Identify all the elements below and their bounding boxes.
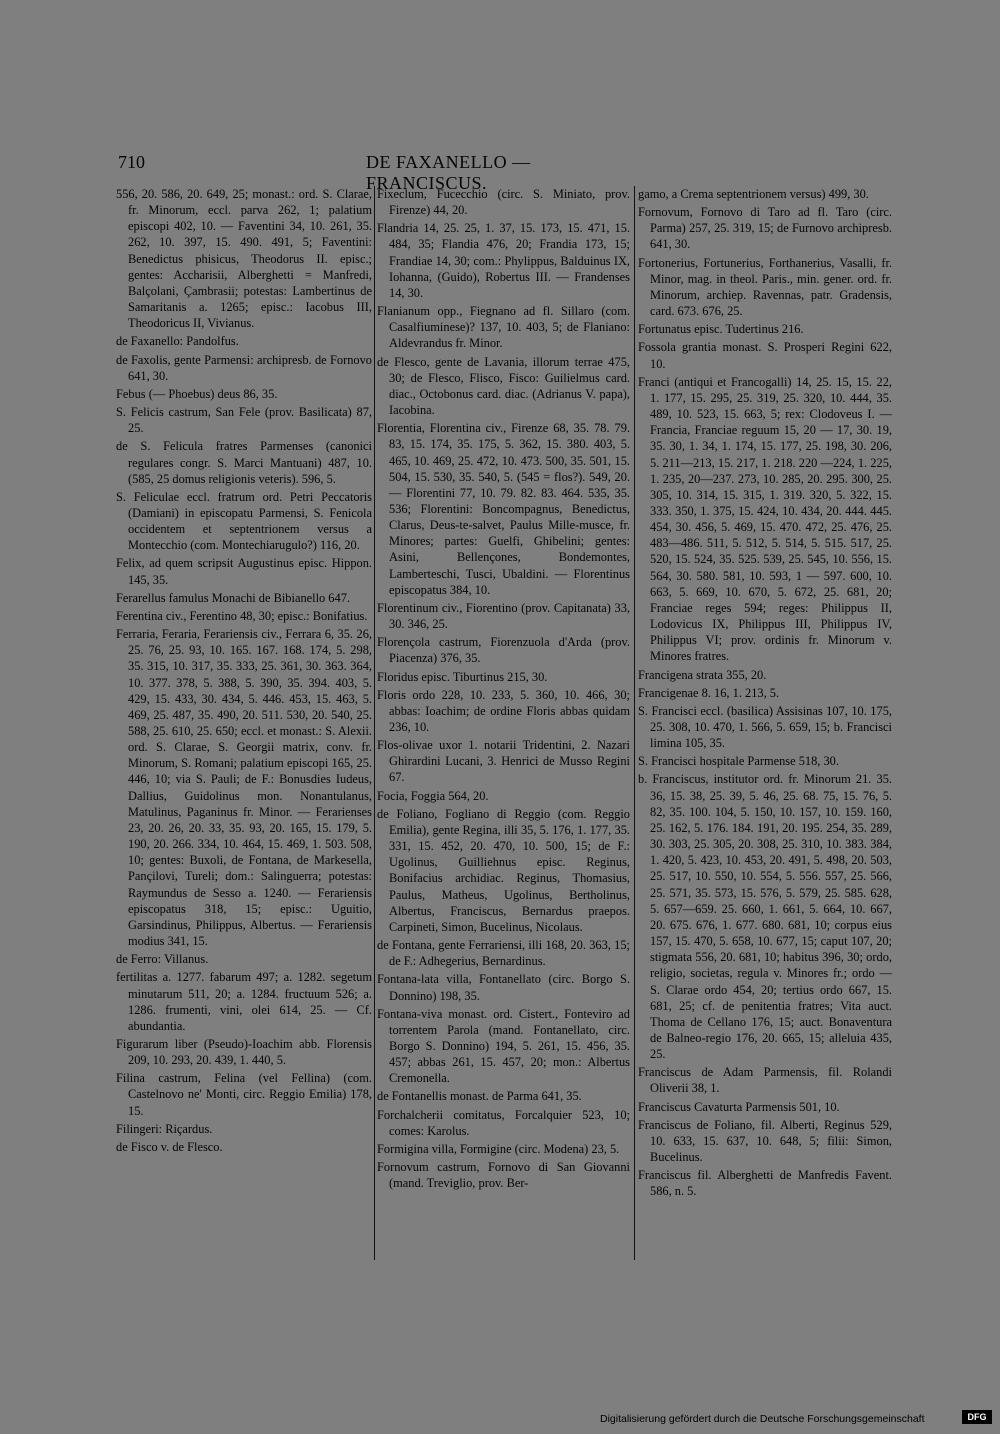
index-entry: Florentinum civ., Fiorentino (prov. Capitanata) 33, 30. 346, 25. <box>377 600 630 632</box>
index-entry: Franciscus de Foliano, fil. Alberti, Reginus 529, 10. 633, 15. 637, 10. 648, 5; filii: Simon, Bucelinus. <box>638 1117 892 1165</box>
index-entry: fertilitas a. 1277. fabarum 497; a. 1282. segetum minutarum 511, 20; a. 1284. fructuum 526; a. 1286. frumenti, vini, olei 614, 25. — Cf. abundantia. <box>116 970 372 1033</box>
index-entry: Fossola grantia monast. S. Prosperi Regini 622, 10. <box>638 340 892 371</box>
index-entry: Floridus episc. Tiburtinus 215, 30. <box>377 669 548 684</box>
page-header <box>118 152 642 193</box>
index-entry: de Foliano, Fogliano di Reggio (com. Reggio Emilia), gente Regina, illi 35, 5. 176, 1. 177, 35. 331, 15. 452, 20. 470, 10. 500, 15; de F.: Ugolinus, Guilliehnus episc. Reginus, Bonifacius archidiac. Reginus, Thomasius, Paulus, Matheus, Ugolinus, Bertholinus, Albertus, Franciscus, Bernardus praepos. Carpineti, Simon, Bucelinus, Nicolaus. <box>377 806 630 934</box>
column-rule <box>634 186 635 1260</box>
index-entry: Francigena strata 355, 20. <box>638 667 767 682</box>
index-entry: S. Francisci hospitale Parmense 518, 30. <box>638 754 839 769</box>
index-entry: Franciscus fil. Alberghetti de Manfredis Favent. 586, n. 5. <box>638 1168 892 1199</box>
index-entry: b. Franciscus, institutor ord. fr. Minorum 21. 35. 36, 15. 38, 25. 39, 5. 46, 25. 68. 75, 15. 76, 5. 82, 35. 100. 104, 5. 150, 10. 157, 10. 159. 160, 25. 162, 5. 176. 184. 191, 20. 195. 254, 35. 289, 30. 303, 25. 305, 20. 308, 25. 310, 10. 383. 384, 1. 420, 5. 423, 10. 453, 20. 491, 5. 498, 20. 503, 25. 517, 10. 550, 10. 554, 5. 556. 557, 25. 566, 25. 571, 35. 573, 15. 576, 5. 579, 25. 585. 628, 5. 657—659. 25. 660, 1. 661, 5. 664, 10. 667, 20. 675. 676, 1. 677. 680. 681, 10; corpus eius 157, 15. 470, 5. 658, 10. 677, 15; caput 107, 20; stigmata 556, 20. 681, 10; habitus 396, 30; ordo, religio, societas, regula v. Minores fr.; ordo — S. Clarae ordo 454, 20; tertius ordo 667, 15. 681, 25; cf. de penitentia fratres; Vita auct. Thoma de Cellano 176, 15; auct. Bonaventura de Balneo-regio 176, 20. 665, 15; alleluia 435, 25. <box>638 772 892 1062</box>
index-column-1 <box>116 186 372 1157</box>
index-entry: Franci (antiqui et Francogalli) 14, 25. 15, 15. 22, 1. 177, 15. 295, 25. 319, 25. 320, 10. 444, 35. 489, 10. 523, 15. 663, 5; rex: Clodoveus I. — Francia, Franciae reguum 15, 20 — 17, 30. 19, 35. 30, 1. 34, 1. 174, 15. 177, 25. 198, 30. 206, 5. 211—213, 15. 217, 1. 218. 220 —224, 1. 225, 1. 235, 20—237. 273, 10. 285, 20. 295. 300, 25. 305, 10. 314, 15. 315, 1. 319. 320, 5. 322, 15. 333. 350, 1. 375, 15. 424, 10. 434, 20. 444. 445. 454, 30. 456, 5. 469, 15. 470. 472, 25. 476, 25. 483—486. 511, 5. 512, 5. 514, 5. 515. 517, 25. 520, 15. 524, 35. 525. 539, 25. 545, 10. 556, 15. 564, 30. 580. 581, 10. 593, 1 — 597. 600, 10. 663, 5. 669, 10. 670, 5. 672, 25. 681, 20; Franciae reges 594; reges: Philippus II, Lodovicus IX, Philippus III, Philippus IV, Philippus VI; prov. ordinis fr. Minorum v. Minores fratres. <box>638 374 892 664</box>
index-entry: Fontana-viva monast. ord. Cistert., Fonteviro ad torrentem Parola (mand. Fontanellato, circ. Borgo S. Donnino) 194, 5. 261, 15. 456, 35. 457; abbas 261, 15. 457, 20; mon.: Albertus Cremonella. <box>377 1006 630 1086</box>
index-entry: S. Feliculae eccl. fratrum ord. Petri Peccatoris (Damiani) in episcopatu Parmensi, S. Fenicola occidentem et septentrionem versus a Montecchio (com. Montechiarugulo?) 116, 20. <box>116 489 372 553</box>
index-entry: Francigenae 8. 16, 1. 213, 5. <box>638 685 780 700</box>
index-entry: Fontana-lata villa, Fontanellato (circ. Borgo S. Donnino) 198, 35. <box>377 972 630 1003</box>
index-entry: Florençola castrum, Fiorenzuola d'Arda (prov. Piacenza) 376, 35. <box>377 635 630 666</box>
index-entry: de Fontana, gente Ferrariensi, illi 168, 20. 363, 15; de F.: Adhegerius, Bernardinus. <box>377 938 630 969</box>
index-entry: de Flesco, gente de Lavania, illorum terrae 475, 30; de Flesco, Flisco, Fisco: Guilielmus card. diac., Octobonus card. diac. (Adrianus V. papa), Iacobina. <box>377 354 630 418</box>
index-entry: de S. Felicula fratres Parmenses (canonici regulares congr. S. Marci Mantuani) 487, 10. (585, 25 domus religionis veteris). 596, 5. <box>116 439 372 486</box>
index-entry: Febus (— Phoebus) deus 86, 35. <box>116 386 278 401</box>
index-entry: Franciscus Cavaturta Parmensis 501, 10. <box>638 1099 840 1114</box>
page-number: 710 <box>118 152 145 172</box>
index-entry: de Faxolis, gente Parmensi: archipresb. de Fornovo 641, 30. <box>116 352 372 383</box>
index-entry: Franciscus de Adam Parmensis, fil. Rolandi Oliverii 38, 1. <box>638 1065 892 1096</box>
index-entry: Fortonerius, Fortunerius, Forthanerius, Vasalli, fr. Minor, mag. in theol. Paris., min. gener. ord. fr. Minorum, archiep. Ravennas, patr. Gradensis, card. 673. 676, 25. <box>638 255 892 319</box>
index-entry: Forchalcherii comitatus, Forcalquier 523, 10; comes: Karolus. <box>377 1107 630 1138</box>
index-entry: Flandria 14, 25. 25, 1. 37, 15. 173, 15. 471, 15. 484, 35; Flandia 476, 20; Frandia 173, 15; Frandiae 14, 30; com.: Phylippus, Balduinus IX, Iohanna, (Guido), Robertus III. — Frandenses 14, 30. <box>377 221 630 300</box>
dfg-logo: DFG <box>962 1410 992 1424</box>
index-entry: Ferraria, Feraria, Ferariensis civ., Ferrara 6, 35. 26, 25. 76, 25. 93, 10. 165. 167. 168. 174, 5. 298, 35. 315, 10. 317, 35. 333, 25. 361, 30. 363. 364, 10. 377. 378, 5. 388, 5. 390, 35. 394. 403, 5. 429, 15. 433, 30. 434, 5. 446. 453, 15. 463, 5. 469, 25. 487, 35. 490, 20. 511. 530, 20. 540, 25. 588, 25. 610, 25. 650; eccl. et monast.: S. Alexii. ord. S. Clarae, S. Georgii matrix, conv. fr. Minorum, S. Romani; palatium episcopi 165, 25. 446, 10; via S. Pauli; de F.: Bonusdies Iudeus, Dallius, Guidolinus mon. Nonantulanus, Matulinus, Paganinus fr. Minor. — Ferarienses 23, 20. 26, 20. 33, 35. 93, 20. 165, 15. 179, 5. 190, 20. 266. 334, 10. 464, 15. 469, 1. 503. 508, 10; gentes: Buxoli, de Fontana, de Markesella, Pançilovi, Tureli; dom.: Salinguerra; potestas: Raymundus de Sesso a. 1240. — Ferariensis episcopatus 318, 15; episc.: Uguitio, Garsindinus, Philippus, Albertus. — Ferariensis modius 341, 15. <box>116 627 372 949</box>
index-entry: Florentia, Florentina civ., Firenze 68, 35. 78. 79. 83, 15. 174, 35. 175, 5. 362, 15. 380. 403, 5. 465, 10. 469, 25. 472, 10. 473. 500, 35. 501, 15. 504, 15. 530, 35. 540, 5. (545 = flos?). 549, 20. — Florentini 77, 10. 79. 82. 83. 464. 535, 35. 536; Florentini: Boncompagnus, Benedictus, Clarus, Deus-te-salvet, Paulus Mille-musce, fr. Minores; partes: Guelfi, Ghibelini; gentes: Asini, Bellençones, Bondemontes, Lamberteschi, Tusci, Ubaldini. — Florentinus episcopatus 384, 10. <box>377 421 630 597</box>
index-entry: 556, 20. 586, 20. 649, 25; monast.: ord. S. Clarae, fr. Minorum, eccl. parva 262, 1; palatium episcopi 402, 10. — Faventini 34, 10. 261, 35. 262, 10. 397, 15. 490. 491, 5; Faventini: Benedictus phisicus, Theodorus II. episc.; gentes: Accharisii, Alberghetti = Manfredi, Balçolani, Çambrasii; potestas: Lambertinus de Samaritanis a. 1265; episc.: Iacobus III, Theodoricus II, Vivianus. <box>116 187 372 331</box>
index-entry: Fortunatus episc. Tudertinus 216. <box>638 322 804 337</box>
index-entry: Flanianum opp., Fiegnano ad fl. Sillaro (com. Casalfiuminese)? 137, 10. 403, 5; de Flaniano: Aldevrandus fr. Minor. <box>377 304 630 351</box>
index-entry: de Fisco v. de Flesco. <box>116 1139 223 1154</box>
index-entry: Fixeclum, Fucecchio (circ. S. Miniato, prov. Firenze) 44, 20. <box>377 187 630 218</box>
funding-note: Digitalisierung gefördert durch die Deutsche Forschungsgemeinschaft <box>600 1413 925 1425</box>
index-entry: Felix, ad quem scripsit Augustinus episc. Hippon. 145, 35. <box>116 556 372 587</box>
column-rule <box>374 186 375 1260</box>
index-entry: S. Francisci eccl. (basilica) Assisinas 107, 10. 175, 25. 308, 10. 470, 1. 566, 5. 659, 15; b. Francisci limina 105, 35. <box>638 703 892 751</box>
index-entry: Flos-olivae uxor 1. notarii Tridentini, 2. Nazari Ghirardini Lucani, 3. Henrici de Musso Regini 67. <box>377 738 630 785</box>
index-entry: Focia, Foggia 564, 20. <box>377 788 489 803</box>
index-entry: Fornovum, Fornovo di Taro ad fl. Taro (circ. Parma) 257, 25. 319, 15; de Furnovo archipresb. 641, 30. <box>638 205 892 252</box>
index-entry: S. Felicis castrum, San Fele (prov. Basilicata) 87, 25. <box>116 405 372 436</box>
index-entry: Filingeri: Riçardus. <box>116 1121 213 1136</box>
index-column-3 <box>638 186 892 1202</box>
index-entry: Ferentina civ., Ferentino 48, 30; episc.: Bonifatius. <box>116 608 368 623</box>
index-entry: Filina castrum, Felina (vel Fellina) (com. Castelnovo ne' Monti, circ. Reggio Emilia) 178, 15. <box>116 1071 372 1118</box>
index-entry: Figurarum liber (Pseudo)-Ioachim abb. Florensis 209, 10. 293, 20. 439, 1. 440, 5. <box>116 1036 372 1068</box>
index-entry: de Faxanello: Pandolfus. <box>116 334 239 349</box>
index-entry: Fornovum castrum, Fornovo di San Giovanni (mand. Treviglio, prov. Ber- <box>377 1160 630 1191</box>
index-column-2 <box>377 186 630 1193</box>
index-entry: Formigina villa, Formigine (circ. Modena) 23, 5. <box>377 1141 620 1156</box>
index-entry: de Ferro: Villanus. <box>116 952 209 967</box>
index-entry: gamo, a Crema septentrionem versus) 499, 30. <box>638 187 869 201</box>
running-title: DE FAXANELLO — FRANCISCUS. <box>366 152 531 193</box>
index-entry: de Fontanellis monast. de Parma 641, 35. <box>377 1089 582 1104</box>
index-entry: Ferarellus famulus Monachi de Bibianello 647. <box>116 590 350 605</box>
index-entry: Floris ordo 228, 10. 233, 5. 360, 10. 466, 30; abbas: Ioachim; de ordine Floris abbas quidam 236, 10. <box>377 687 630 734</box>
